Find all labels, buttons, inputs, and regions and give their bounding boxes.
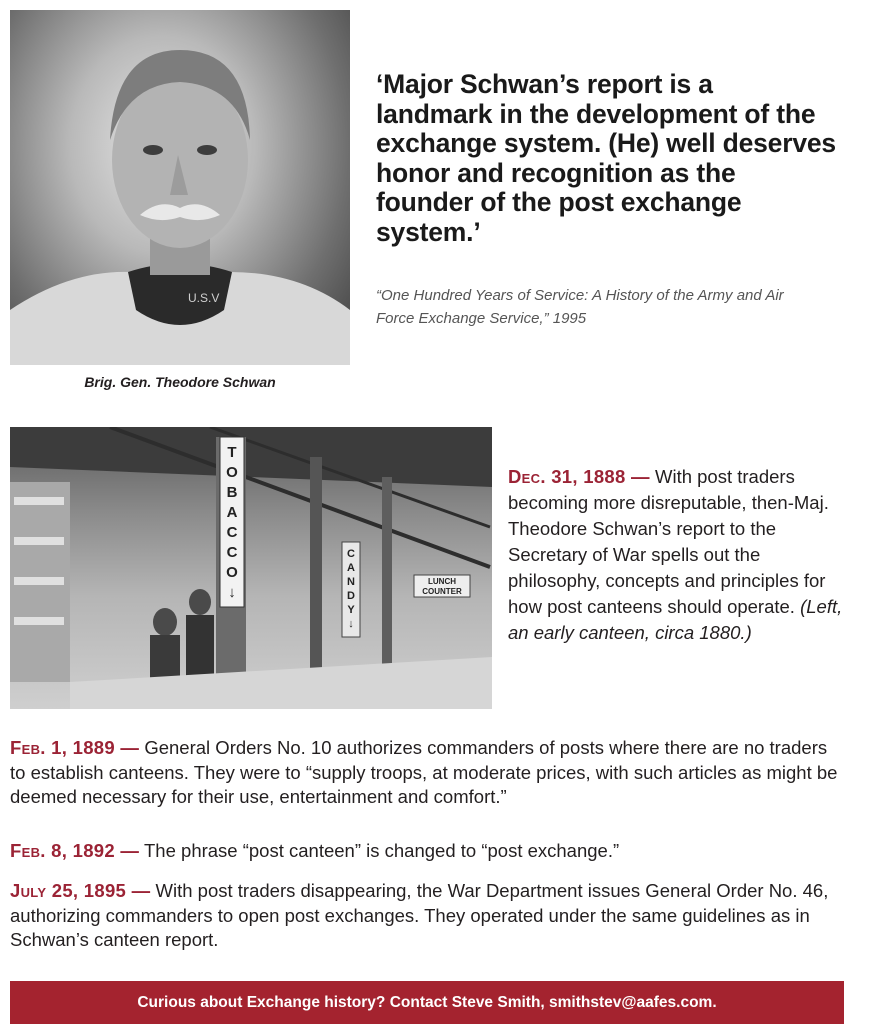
candy-letter: A xyxy=(347,562,355,574)
collar-insignia: U.S.V xyxy=(188,291,220,305)
entry-date: Feb. 1, 1889 — xyxy=(10,737,140,758)
candy-letter: D xyxy=(347,590,355,602)
quote-source: “One Hundred Years of Service: A History of the Army and Air Force Exchange Service,” 1995 xyxy=(376,287,784,327)
candy-letter: C xyxy=(347,548,355,560)
portrait-caption: Brig. Gen. Theodore Schwan xyxy=(84,374,276,390)
entry-text: General Orders No. 10 authorizes commanders of posts where there are no traders to establish canteens. They were to “supply troops, at moderate prices, with such articles as might be deemed necessary for their use, entertainment and comfort.” xyxy=(10,737,838,807)
timeline-entry-1889 xyxy=(10,736,840,810)
early-canteen-photo xyxy=(10,427,492,709)
timeline-entry-1888 xyxy=(508,464,848,646)
entry-photo-note: (Left, an early canteen, circa 1880.) xyxy=(508,596,843,643)
entry-text: With post traders becoming more disreputable, then-Maj. Theodore Schwan’s report to the Secretary of War spells out the philosophy, concepts and principles for how post canteens should operate. xyxy=(508,466,829,617)
tobacco-letter: C xyxy=(226,544,238,561)
tobacco-letter: B xyxy=(226,484,238,501)
contact-footer-bar: Curious about Exchange history? Contact Steve Smith, smithstev@aafes.com. xyxy=(10,981,844,1024)
shelf-item xyxy=(14,537,64,545)
candy-letter: ↓ xyxy=(348,618,354,630)
entry-text: With post traders disappearing, the War Department issues General Order No. 46, authorizing commanders to open post exchanges. They operated under the same guidelines as in Schwan’s canteen report. xyxy=(10,880,829,950)
counter-shape xyxy=(70,657,492,709)
right-eye xyxy=(197,145,217,155)
candy-letter: Y xyxy=(347,604,355,616)
timeline-entry-1892 xyxy=(10,839,840,864)
quote-close-mark: ’ xyxy=(473,216,481,247)
tobacco-letter: ↓ xyxy=(228,584,236,601)
lunch-sign-line2: COUNTER xyxy=(422,587,462,596)
schwan-portrait-photo xyxy=(10,10,350,365)
canteen-illustration xyxy=(10,427,492,709)
tobacco-letter: C xyxy=(226,524,238,541)
timeline-entry-1895 xyxy=(10,879,840,953)
entry-date: Dec. 31, 1888 — xyxy=(508,466,650,487)
entry-date: Feb. 8, 1892 — xyxy=(10,840,140,861)
left-eye xyxy=(143,145,163,155)
quote-open-mark: ‘ xyxy=(376,69,384,99)
quote-text: Major Schwan’s report is a landmark in the development of the exchange system. (He) well deserves honor and recognition as the founder of the post exchange system. xyxy=(376,69,836,247)
entry-date: July 25, 1895 — xyxy=(10,880,151,901)
pull-quote xyxy=(376,70,836,247)
shelf-item xyxy=(14,577,64,585)
shelf-item xyxy=(14,617,64,625)
portrait-illustration xyxy=(10,10,350,365)
tobacco-letter: A xyxy=(226,504,238,521)
entry-text: The phrase “post canteen” is changed to “post exchange.” xyxy=(139,840,620,861)
post-shape xyxy=(310,457,322,697)
tobacco-sign xyxy=(220,437,244,607)
tobacco-letter: T xyxy=(227,444,237,461)
shelf-item xyxy=(14,497,64,505)
candy-letter: N xyxy=(347,576,355,588)
lunch-sign-line1: LUNCH xyxy=(428,577,456,586)
tobacco-letter: O xyxy=(226,464,238,481)
person-head xyxy=(153,608,177,636)
person-head xyxy=(189,589,211,615)
tobacco-letter: O xyxy=(226,564,238,581)
